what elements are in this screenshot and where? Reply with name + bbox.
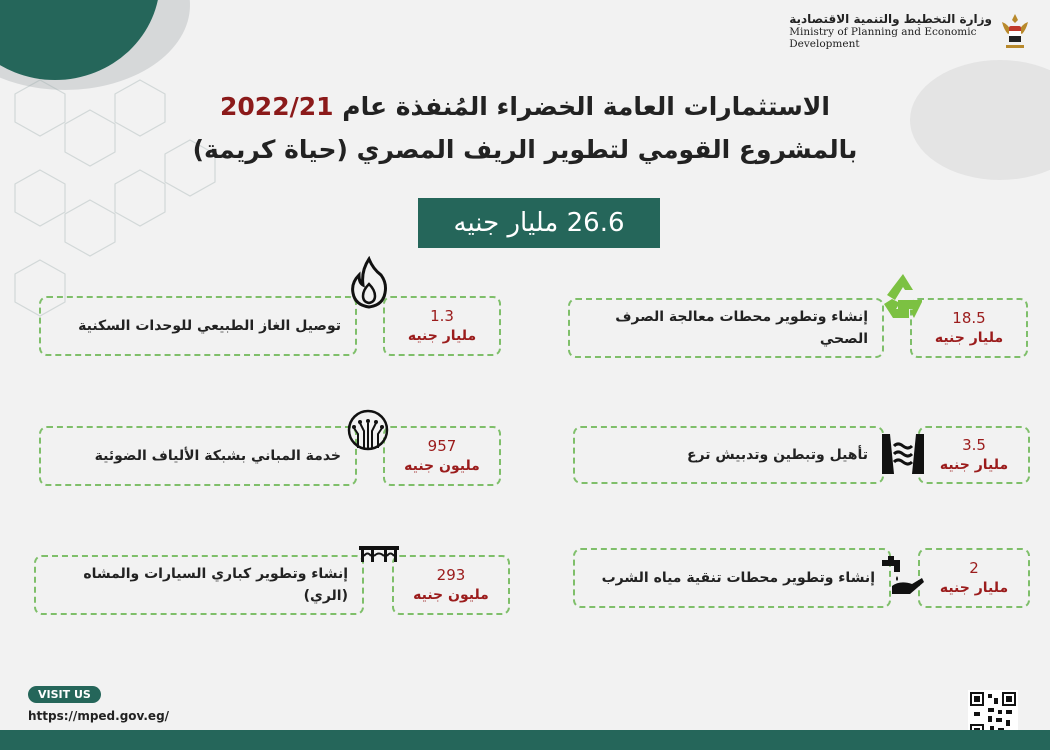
item-value-unit: مليون جنيه [404,458,480,474]
item-value-number: 957 [427,437,457,455]
item-fiber-value [383,426,501,486]
item-gas-value [383,296,501,356]
website-link[interactable]: https://mped.gov.eg/ [28,709,170,723]
water-tap-icon [880,556,926,596]
item-value-unit: مليار جنيه [939,457,1009,473]
item-gas-label: توصيل الغاز الطبيعي للوحدات السكنية [39,296,357,356]
item-sewage-label: إنشاء وتطوير محطات معالجة الصرف الصحي [568,298,884,358]
ministry-logo [789,12,1032,52]
total-amount-badge: 26.6 مليار جنيه [418,198,660,248]
item-water-label: إنشاء وتطوير محطات تنقية مياه الشرب [573,548,891,608]
item-value-unit: مليار جنيه [934,330,1004,346]
item-value-number: 3.5 [962,436,986,454]
ministry-name-en-1: Ministry of Planning and Economic [789,26,977,38]
footer-bar [0,730,1050,750]
item-value-number: 1.3 [430,307,454,325]
item-value-unit: مليار جنيه [407,328,477,344]
item-bridges-label: إنشاء وتطوير كباري السيارات والمشاه (الري) [34,555,364,615]
visit-us-badge: VISIT US [28,686,101,703]
item-fiber-label: خدمة المباني بشبكة الألياف الضوئية [39,426,357,486]
item-value-number: 2 [969,559,979,577]
decorative-blob-right [910,60,1050,180]
item-bridges-value [392,555,510,615]
item-value-unit: مليون جنيه [413,587,489,603]
page-title-line2: بالمشروع القومي لتطوير الريف المصري (حياة كريمة) [192,135,858,164]
ministry-name-en-2: Development [789,38,860,50]
flame-icon [348,256,390,310]
item-value-unit: مليار جنيه [939,580,1009,596]
bridge-icon [358,544,400,564]
item-canals-label: تأهيل وتبطين وتدبيش ترع [573,426,884,484]
item-canals-value [918,426,1030,484]
title-year: 2022/21 [220,92,334,121]
item-value-number: 293 [436,566,466,584]
eagle-emblem-icon [998,12,1032,52]
fiber-network-icon [346,408,390,452]
item-water-value [918,548,1030,608]
page-title-line1 [150,92,900,121]
item-value-number: 18.5 [952,309,986,327]
canal-icon [880,432,926,478]
ministry-name-ar: وزارة التخطيط والتنمية الاقتصادية [789,12,992,26]
title-prefix: الاستثمارات العامة الخضراء المُنفذة عام [342,92,830,121]
recycle-icon [876,270,930,324]
